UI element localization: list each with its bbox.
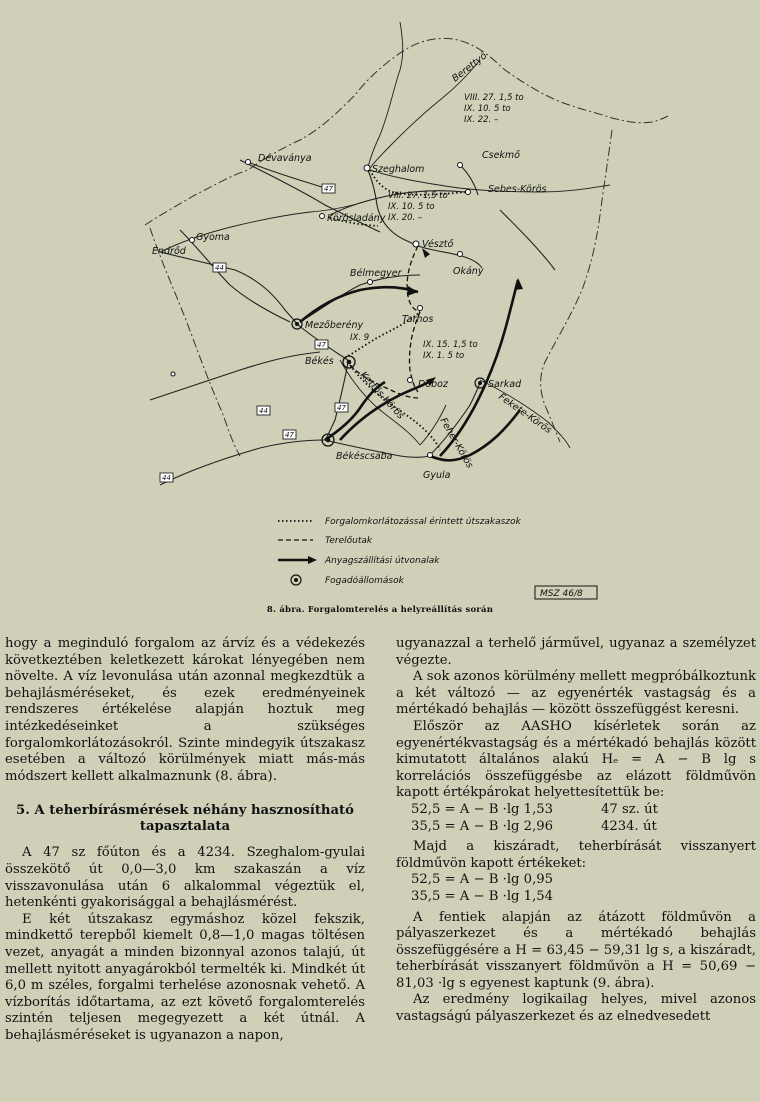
- road-number: 47: [317, 341, 326, 349]
- label-gyula: Gyula: [423, 470, 451, 481]
- svg-text:IX. 20. –: IX. 20. –: [388, 213, 423, 223]
- road-number: 44: [259, 407, 268, 415]
- label-veszto: Vésztő: [422, 239, 454, 250]
- border-line-west: [150, 228, 240, 456]
- formula: 52,5 = A − B ·lg 0,95: [411, 872, 554, 888]
- label-szeghalom: Szeghalom: [372, 164, 425, 175]
- formula-row: [411, 889, 756, 906]
- label-gyoma: Gyoma: [196, 232, 230, 243]
- legend: [278, 516, 522, 586]
- label-feher-koros: Fehér-Körös: [437, 416, 476, 471]
- legend-item: Fogadóállomások: [325, 576, 404, 586]
- label-koroesladany: Körösladány: [327, 213, 386, 224]
- road-44-north: [180, 230, 290, 322]
- formula-ref: 47 sz. út: [601, 801, 658, 817]
- label-sarkad: Sarkad: [488, 379, 522, 390]
- svg-text:IX. 10. 5 to: IX. 10. 5 to: [388, 202, 435, 212]
- svg-text:IX. 10. 5 to: IX. 10. 5 to: [464, 104, 511, 114]
- legend-item: Forgalomkorlátozással érintett útszakaszok: [325, 517, 521, 527]
- paragraph: ugyanazzal a terhelő járművel, ugyanaz a személyzet végezte.: [396, 636, 756, 668]
- figure-code: MSZ 46/8: [540, 589, 583, 599]
- svg-text:IX. 1. 5 to: IX. 1. 5 to: [423, 351, 465, 361]
- right-column: [396, 636, 756, 1026]
- paragraph: hogy a meginduló forgalom az árvíz és a védekezés következtében keletkezett károkat lényegében nem növelte. A víz levonulása után azonnal megkezdtük a behajlásméréseket, és ezek eredményeinek rendszeres értékelése alapján hoztuk meg intézkedéseinket a szükséges forgalomkorlátozásokról. Szinte mindegyik útszakasz esetében a változó körülmények miatt más-más módszert kellett alkalmaznunk (8. ábra).: [5, 636, 365, 784]
- formula-row: [411, 802, 756, 819]
- label-ix9: IX. 9: [350, 333, 370, 343]
- paragraph: Majd a kiszáradt, teherbírását visszanyert földművön kapott értékeket:: [396, 839, 756, 871]
- restriction-note-top: [464, 93, 524, 125]
- restriction-note-bottom: [423, 340, 478, 361]
- label-doboz: Doboz: [418, 379, 448, 390]
- svg-text:IX. 15. 1,5 to: IX. 15. 1,5 to: [423, 340, 478, 350]
- svg-text:IX. 22. –: IX. 22. –: [464, 115, 499, 125]
- label-berettyo: Berettyó: [450, 50, 490, 85]
- label-sebes-koros: Sebes-Körös: [488, 184, 547, 195]
- receiving-station-icon: [292, 319, 485, 446]
- label-tarhos: Tarhos: [402, 314, 434, 325]
- label-endrod: Endrőd: [152, 246, 186, 257]
- transport-route-4: [300, 287, 418, 322]
- legend-item: Terelőutak: [325, 536, 373, 546]
- paragraph: A fentiek alapján az átázott földművön a pályaszerkezet és a mértékadó behajlás összefüggésére a H = 63,45 − 59,31 lg s, a kiszáradt, teherbírását visszanyert földművön a H = 50,69 − 81,03 ·lg s egyenest kaptunk (9. ábra).: [396, 909, 756, 991]
- label-mezoebereny: Mezőberény: [305, 320, 364, 331]
- label-devavanya: Dévaványa: [258, 153, 312, 164]
- legend-item: Anyagszállítási útvonalak: [325, 556, 440, 566]
- label-kettos-koros: Kettős-Körös: [357, 369, 406, 422]
- berettyo-river: [368, 22, 403, 168]
- paragraph: Először az AASHO kísérletek során az egyenértékvastagság és a mértékadó behajlás között kimutatott általános alakú Hₑ = A − B lg s korrelációs összefüggésbe az elázott földművön kapott értékpárokat helyettesítettük be:: [396, 718, 756, 801]
- figure-caption: 8. ábra. Forgalomterelés a helyreállítás során: [266, 605, 494, 615]
- svg-text:VIII. 27. 1,5 to: VIII. 27. 1,5 to: [464, 93, 524, 103]
- road-west: [150, 352, 320, 400]
- label-csekmo: Csekmő: [482, 150, 520, 161]
- road-number: 44: [162, 474, 171, 482]
- restriction-note-middle: [388, 191, 448, 223]
- formula: 35,5 = A − B ·lg 2,96: [411, 818, 554, 834]
- road-number-shields: [160, 184, 348, 482]
- road-gyoma-mezobereny: [160, 252, 297, 324]
- road-44: [160, 440, 325, 485]
- road-number: 44: [215, 264, 224, 272]
- koros-river-west: [160, 200, 370, 252]
- road-number: 47: [285, 431, 294, 439]
- formula-ref: 4234. út: [601, 818, 657, 834]
- svg-text:VIII. 27. 1,5 to: VIII. 27. 1,5 to: [388, 191, 448, 201]
- formula: 35,5 = A − B ·lg 1,54: [411, 888, 554, 904]
- paragraph: A 47 sz főúton és a 4234. Szeghalom-gyulai összekötő út 0,0—3,0 km szakaszán a víz visszavonulása után 6 alkalommal végeztük el, hetenkénti gyakorisággal a behajlásmérést.: [5, 845, 365, 911]
- arrow-icon: [514, 278, 523, 290]
- paragraph: Az eredmény logikailag helyes, mivel azonos vastagságú pályaszerkezet és az elnedvesedett: [396, 992, 756, 1025]
- arrow-icon: [308, 556, 317, 564]
- label-bekescsaba: Békéscsaba: [336, 451, 393, 462]
- label-fekete-koros: Fekete-Körös: [496, 391, 554, 437]
- paragraph: A sok azonos körülmény mellett megpróbálkoztunk a két változó — az egyenérték vastagság és a mértékadó behajlás — között összefüggést keresni.: [396, 669, 756, 718]
- road-number: 47: [337, 404, 346, 412]
- formula: 52,5 = A − B ·lg 1,53: [411, 801, 554, 817]
- label-belmegyer: Bélmegyer: [350, 268, 402, 279]
- detour-3: [407, 246, 420, 312]
- formula-row: [411, 872, 756, 889]
- road-east: [500, 210, 555, 270]
- section-title: 5. A teherbírásmérések néhány hasznosítható tapasztalata: [16, 803, 354, 835]
- kettos-koros-river: [340, 360, 420, 445]
- label-bekes: Békés: [305, 356, 334, 367]
- formula-row: [411, 819, 756, 836]
- left-column: [5, 636, 365, 1044]
- border-line-east: [541, 130, 612, 442]
- label-okany: Okány: [453, 266, 484, 277]
- road-number: 47: [324, 185, 333, 193]
- paragraph: E két útszakasz egymáshoz közel fekszik, mindkettő terepből kiemelt 0,8—1,0 magas töltésen vezet, anyagát a minden bizonnyal azonos talajú, út mellett nyitott anyagárokból termelték ki. Mindkét út 6,0 m széles, forgalmi terhelése azonosnak vehető. A vízborítás időtartama, az ezt követő forgalomterelés szintén teljesen megegyezett a két útnál. A behajlásméréseket is ugyanazon a napon,: [5, 911, 365, 1043]
- road-bekes-bekescsaba: [325, 362, 348, 440]
